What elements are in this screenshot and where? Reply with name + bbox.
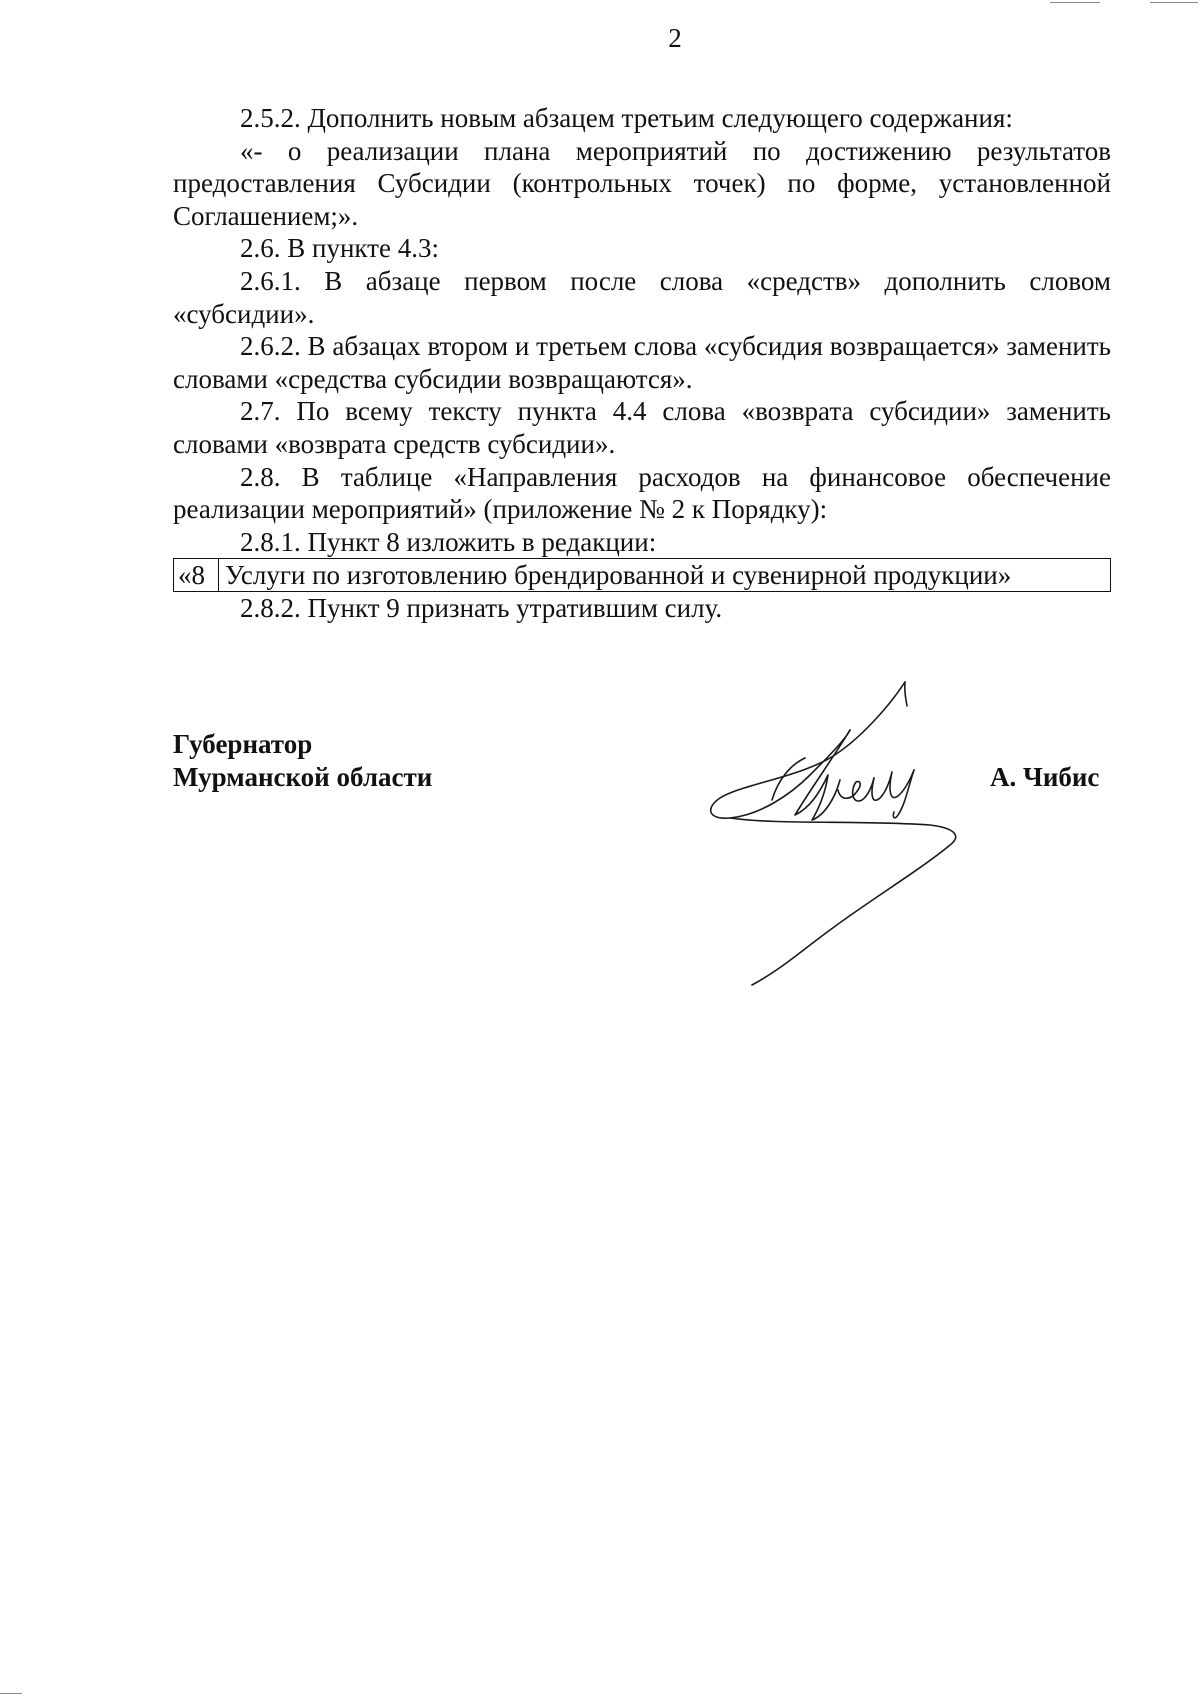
- paragraph-2-8: 2.8. В таблице «Направления расходов на финансовое обеспечение реализации мероприятий» (приложение № 2 к Порядку):: [173, 461, 1111, 525]
- scan-artifact-top-right-1: [1050, 2, 1100, 3]
- signatory-title: [173, 728, 432, 794]
- scan-artifact-bottom-left: [0, 1693, 22, 1694]
- table-row: [174, 559, 1111, 592]
- signatory-name: А. Чибис: [990, 762, 1100, 792]
- paragraph-2-5-2: 2.5.2. Дополнить новым абзацем третьим следующего содержания:: [240, 103, 1013, 133]
- expense-item-table: [173, 558, 1111, 592]
- paragraph-quote: «- о реализации плана мероприятий по достижению результатов предоставления Субсидии (контрольных точек) по форме, установленной Соглашением;».: [173, 135, 1111, 231]
- signatory-title-line1: Губернатор: [173, 729, 313, 759]
- paragraph-2-6: 2.6. В пункте 4.3:: [240, 233, 439, 264]
- paragraph-2-8-2: 2.8.2. Пункт 9 признать утратившим силу.: [240, 593, 723, 624]
- page-number: 2: [668, 23, 682, 53]
- table-cell-number: «8: [174, 559, 219, 592]
- scan-artifact-top-right-2: [1150, 2, 1198, 3]
- table-cell-text: Услуги по изготовлению брендированной и сувенирной продукции»: [219, 559, 1111, 592]
- document-body: [173, 102, 1111, 625]
- handwritten-signature: [700, 680, 990, 990]
- paragraph-2-6-2: 2.6.2. В абзацах втором и третьем слова «субсидия возвращается» заменить словами «средства субсидии возвращаются».: [173, 331, 1111, 394]
- signatory-title-line2: Мурманской области: [173, 762, 433, 792]
- paragraph-2-7: 2.7. По всему тексту пункта 4.4 слова «возврата субсидии» заменить словами «возврата средств субсидии».: [173, 396, 1111, 459]
- paragraph-2-6-1: 2.6.1. В абзаце первом после слова «средств» дополнить словом «субсидии».: [173, 265, 1111, 329]
- paragraph-2-8-1: 2.8.1. Пункт 8 изложить в редакции:: [240, 526, 657, 557]
